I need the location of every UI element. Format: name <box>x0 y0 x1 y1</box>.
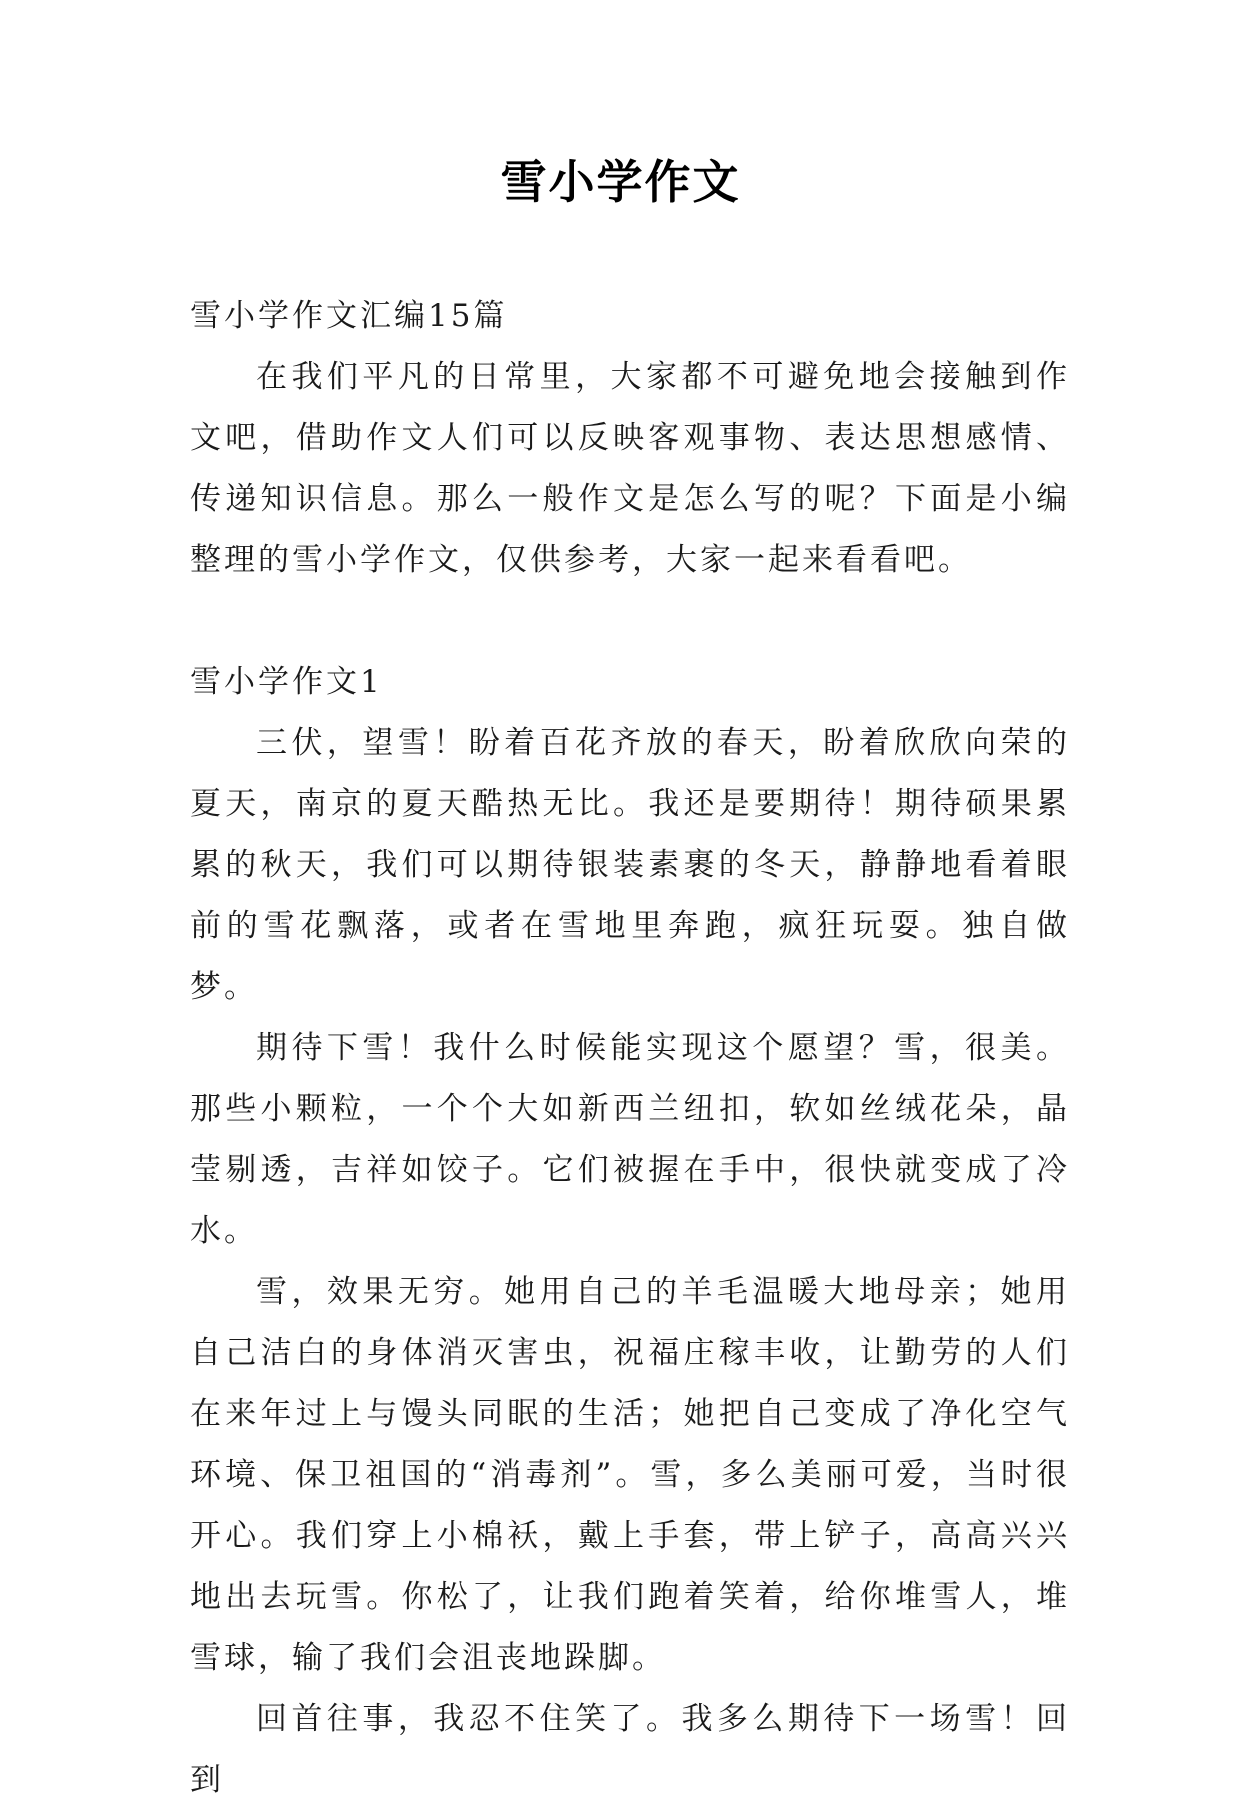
document-title: 雪小学作文 <box>500 155 741 209</box>
essay-section-1 <box>190 652 1070 1811</box>
paragraph: 回首往事，我忍不住笑了。我多么期待下一场雪！回到 <box>190 1701 1070 1798</box>
paragraph: 雪，效果无穷。她用自己的羊毛温暖大地母亲；她用自己洁白的身体消灭害虫，祝福庄稼丰收，让勤劳的人们在来年过上与馒头同眠的生活；她把自己变成了净化空气环境、保卫祖国的“消毒剂”。雪，多么美丽可爱，当时很开心。我们穿上小棉袄，戴上手套，带上铲子，高高兴兴地出去玩雪。你松了，让我们跑着笑着，给你堆雪人，堆雪球，输了我们会沮丧地跺脚。 <box>190 1274 1070 1676</box>
paragraph: 三伏，望雪！盼着百花齐放的春天，盼着欣欣向荣的夏天，南京的夏天酷热无比。我还是要期待！期待硕果累累的秋天，我们可以期待银装素裹的冬天，静静地看着眼前的雪花飘落，或者在雪地里奔跑，疯狂玩耍。独自做梦。 <box>190 725 1070 1005</box>
document-body <box>190 286 1070 1811</box>
paragraph: 期待下雪！我什么时候能实现这个愿望？雪，很美。那些小颗粒，一个个大如新西兰纽扣，软如丝绒花朵，晶莹剔透，吉祥如饺子。它们被握在手中，很快就变成了冷水。 <box>190 1030 1070 1249</box>
section-heading: 雪小学作文1 <box>190 664 383 700</box>
paragraph: 在我们平凡的日常里，大家都不可避免地会接触到作文吧，借助作文人们可以反映客观事物、表达思想感情、传递知识信息。那么一般作文是怎么写的呢？下面是小编整理的雪小学作文，仅供参考，大家一起来看看吧。 <box>190 359 1070 578</box>
section-heading: 雪小学作文汇编15篇 <box>190 298 508 334</box>
intro-section <box>190 286 1070 591</box>
